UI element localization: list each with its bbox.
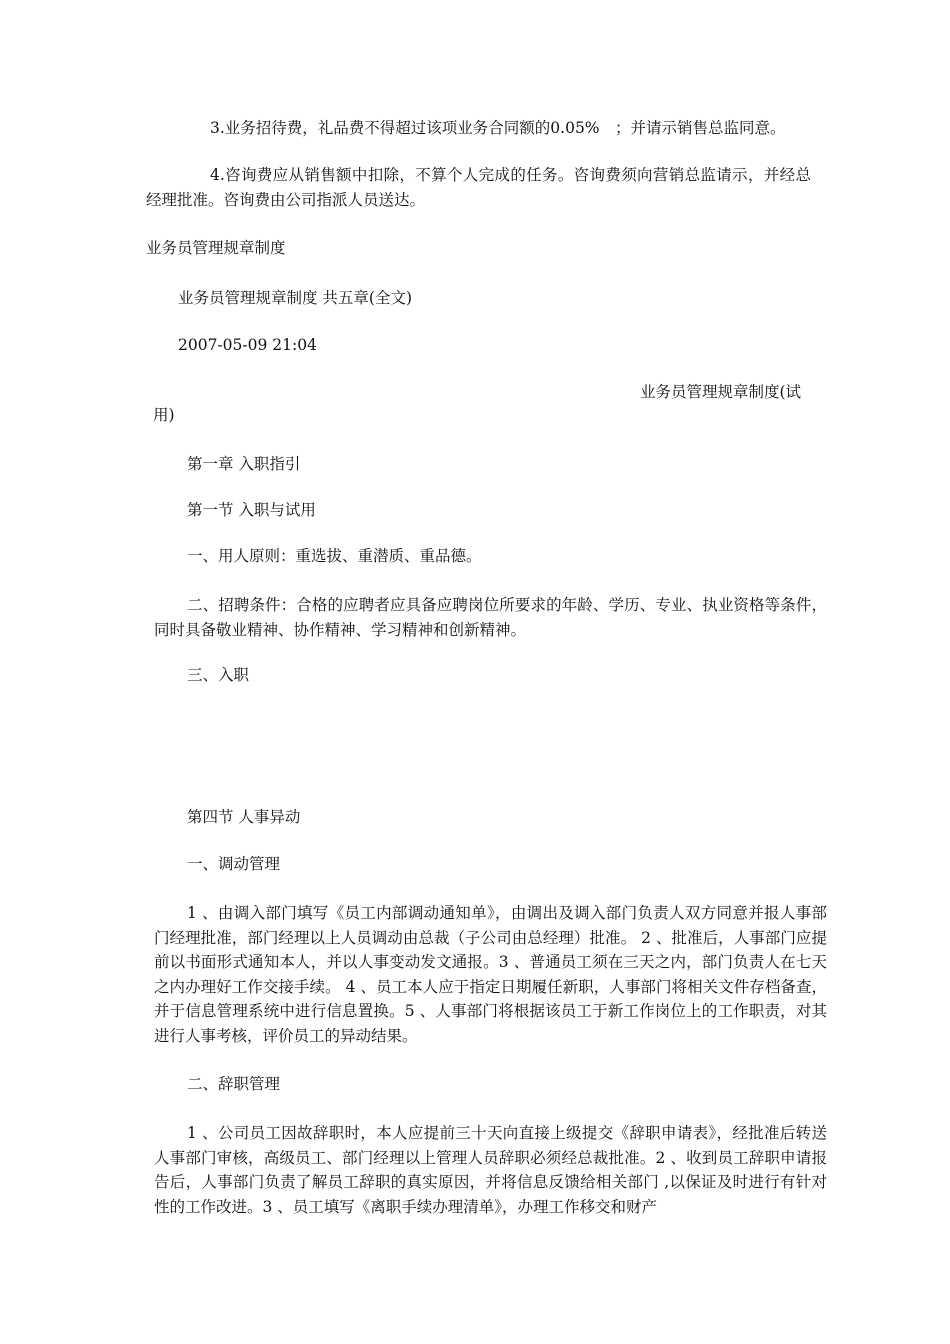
paragraph-transfer-management: 1 、由调入部门填写《员工内部调动通知单》，由调出及调入部门负责人双方同意并报人事部门经理批准，部门经理以上人员调动由总裁（子公司由总经理）批准。 2 、批准后，人事部门应提前以书面形式通知本人，并以人事变动发文通报。3 、普通员工须在三天之内，部门负责人在七天之内办理好工作交接手续。 4 、员工本人应于指定日期履任新职，人事部门将相关文件存档备查，并于信息管理系统中进行信息置换。5 、人事部门将根据该员工于新工作岗位上的工作职责，对其进行人事考核，评价员工的异动结果。	[154, 904, 827, 1045]
list-item-recruitment-conditions: 二、招聘条件：合格的应聘者应具备应聘岗位所要求的年龄、学历、专业、执业资格等条件，同时具备敬业精神、协作精神、学习精神和创新精神。	[154, 596, 827, 639]
paragraph-consulting-fee: 4.咨询费应从销售额中扣除，不算个人完成的任务。咨询费须向营销总监请示，并经总经理批准。咨询费由公司指派人员送达。	[146, 166, 811, 209]
subheading-transfer-management: 一、调动管理	[187, 855, 281, 873]
page-heading: 业务员管理规章制度	[146, 239, 286, 257]
list-item-onboarding: 三、入职	[187, 666, 250, 684]
subheading-resignation-management: 二、辞职管理	[187, 1075, 281, 1093]
section-heading: 第一节 入职与试用	[187, 501, 316, 519]
document-subtitle: 业务员管理规章制度 共五章(全文)	[178, 289, 413, 307]
chapter-heading: 第一章 入职指引	[187, 455, 301, 473]
section-heading-personnel-changes: 第四节 人事异动	[187, 808, 301, 826]
list-item-hiring-principle: 一、用人原则：重选拔、重潜质、重品德。	[187, 547, 482, 565]
paragraph-entertainment-expense: 3.业务招待费，礼品费不得超过该项业务合同额的0.05% ；并请示销售总监同意。	[210, 119, 786, 137]
document-title: 业务员管理规章制度(试	[640, 383, 802, 401]
paragraph-resignation-management: 1 、公司员工因故辞职时，本人应提前三十天向直接上级提交《辞职申请表》，经批准后转送人事部门审核，高级员工、部门经理以上管理人员辞职必须经总裁批准。2 、收到员工辞职申请报告后，人事部门负责了解员工辞职的真实原因，并将信息反馈给相关部门 ,以保证及时进行有针对性的工作改进。3 、员工填写《离职手续办理清单》，办理工作移交和财产	[154, 1124, 827, 1216]
publish-date: 2007-05-09 21:04	[178, 336, 317, 354]
document-title-continuation: 用)	[153, 406, 175, 424]
